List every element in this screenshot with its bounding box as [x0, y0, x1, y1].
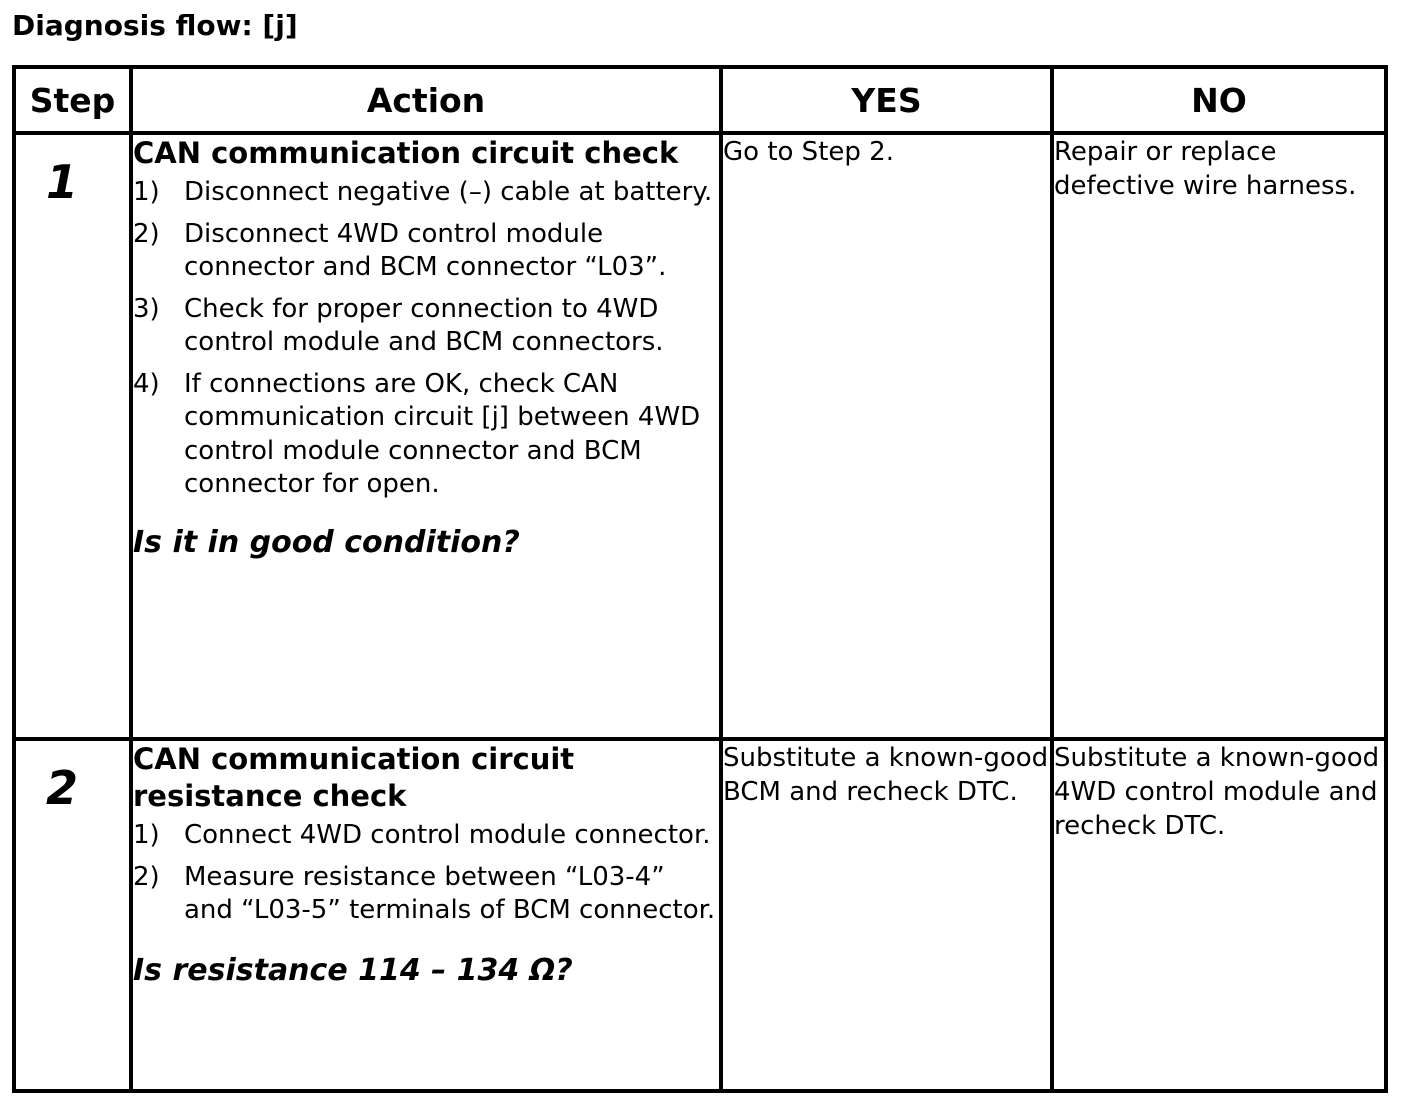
substep-text: Disconnect 4WD control module connector and BCM connector “L03”.: [184, 218, 667, 282]
table-header-row: [14, 67, 1386, 133]
step-number: 1: [46, 155, 79, 209]
substep-text: Disconnect negative (–) cable at battery.: [184, 177, 713, 207]
header-action: Action: [131, 67, 721, 133]
step-cell: [14, 739, 131, 1091]
header-no: NO: [1052, 67, 1386, 133]
table-row-step-2: [14, 739, 1386, 1091]
no-result: Repair or replace defective wire harness.: [1052, 133, 1386, 739]
substep-number: 1): [133, 820, 160, 850]
substep-number: 2): [133, 861, 160, 892]
diagnosis-flow-table: [12, 65, 1388, 1093]
substep-text: Connect 4WD control module connector.: [184, 820, 711, 850]
header-step: Step: [14, 67, 131, 133]
step-cell: [14, 133, 131, 739]
substep-item: [133, 368, 719, 502]
substep-item: [133, 861, 719, 928]
step-number: 2: [46, 761, 79, 815]
page-title: Diagnosis flow: [j]: [12, 9, 298, 42]
table-row-step-1: [14, 133, 1386, 739]
substep-item: [133, 218, 719, 285]
substep-number: 1): [133, 177, 160, 207]
action-heading: CAN communication circuit check: [133, 136, 679, 170]
no-result: Substitute a known-good 4WD control module and recheck DTC.: [1052, 739, 1386, 1091]
substep-list: [133, 176, 719, 502]
check-question: Is resistance 114 – 134 Ω?: [133, 952, 573, 988]
substep-item: [133, 293, 719, 360]
header-yes: YES: [721, 67, 1052, 133]
check-question: Is it in good condition?: [133, 524, 520, 560]
substep-item: [133, 819, 719, 853]
substep-text: If connections are OK, check CAN communication circuit [j] between 4WD control module connector and BCM connector for open.: [184, 368, 701, 499]
substep-number: 3): [133, 293, 160, 324]
substep-text: Measure resistance between “L03-4” and “L03-5” terminals of BCM connector.: [184, 861, 716, 925]
yes-result: Substitute a known-good BCM and recheck DTC.: [721, 739, 1052, 1091]
substep-number: 4): [133, 368, 160, 399]
substep-list: [133, 819, 719, 928]
action-heading: CAN communication circuit resistance check: [133, 742, 575, 813]
yes-result: Go to Step 2.: [721, 133, 1052, 739]
substep-item: [133, 176, 719, 210]
substep-number: 2): [133, 218, 160, 249]
substep-text: Check for proper connection to 4WD control module and BCM connectors.: [184, 293, 664, 357]
action-cell: [131, 133, 721, 739]
action-cell: [131, 739, 721, 1091]
